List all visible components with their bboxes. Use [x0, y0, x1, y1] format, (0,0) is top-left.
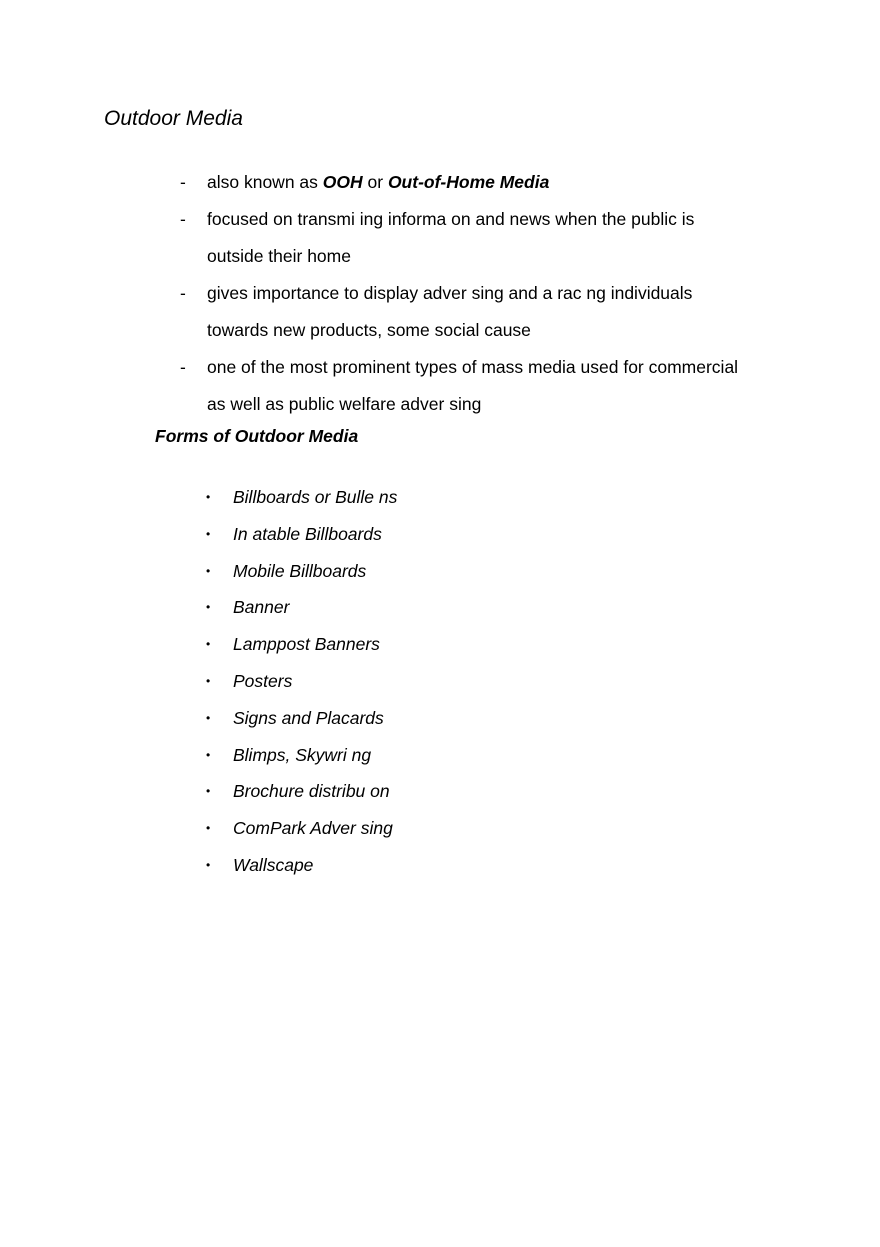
list-item	[206, 810, 397, 847]
list-item	[206, 737, 397, 774]
list-item	[206, 516, 397, 553]
bullet-marker: •	[206, 490, 211, 504]
bullet-marker: •	[206, 784, 211, 799]
definition-line: one of the most prominent types of mass media used for commercial	[207, 357, 739, 377]
form-label: Brochure distribu on	[233, 781, 390, 802]
definition-line	[207, 164, 818, 201]
list-item	[206, 626, 397, 663]
form-label: Mobile Billboards	[233, 560, 367, 581]
definition-item	[178, 349, 818, 423]
form-label: Banner	[233, 597, 290, 618]
list-item	[206, 847, 397, 884]
dash-marker: -	[180, 209, 186, 229]
bullet-marker: •	[206, 526, 211, 541]
intro-middle: or	[362, 172, 388, 192]
form-label: Wallscape	[233, 854, 314, 875]
list-item	[206, 589, 397, 626]
definition-item	[178, 201, 818, 275]
definition-list	[178, 164, 818, 423]
bullet-marker: •	[206, 600, 211, 615]
intro-prefix: also known as	[207, 172, 323, 192]
bullet-marker: •	[206, 747, 211, 762]
bullet-marker: •	[206, 857, 211, 872]
forms-heading: Forms of Outdoor Media	[155, 426, 359, 446]
term-out-of-home: Out-of-Home Media	[387, 172, 550, 192]
definition-line: towards new products, some social cause	[207, 320, 531, 340]
dash-marker: -	[180, 283, 186, 303]
definition-item	[178, 275, 818, 349]
bullet-marker: •	[206, 563, 211, 578]
bullet-marker: •	[206, 710, 211, 725]
form-label: Lamppost Banners	[233, 634, 380, 655]
list-item	[206, 700, 397, 737]
list-item	[206, 479, 397, 516]
form-label: Blimps, Skywri ng	[233, 744, 372, 765]
forms-list	[206, 479, 397, 884]
list-item	[206, 663, 397, 700]
definition-line: outside their home	[207, 246, 351, 266]
list-item	[206, 773, 397, 810]
list-item	[206, 553, 397, 590]
term-ooh: OOH	[322, 172, 363, 192]
definition-line: gives importance to display adver sing and a rac ng individuals	[207, 283, 693, 303]
definition-item	[178, 164, 818, 201]
bullet-marker: •	[206, 673, 211, 688]
form-label: In atable Billboards	[233, 523, 382, 544]
bullet-marker: •	[206, 821, 211, 836]
form-label: Billboards or Bulle ns	[233, 487, 398, 507]
definition-line: as well as public welfare adver sing	[207, 394, 482, 414]
dash-marker: -	[180, 357, 186, 377]
page-title: Outdoor Media	[104, 107, 243, 130]
definition-line: focused on transmi ing informa on and news when the public is	[207, 209, 695, 229]
form-label: Posters	[233, 670, 293, 691]
bullet-marker: •	[206, 637, 211, 652]
form-label: Signs and Placards	[233, 707, 384, 728]
dash-marker: -	[180, 172, 186, 192]
form-label: ComPark Adver sing	[233, 818, 393, 839]
